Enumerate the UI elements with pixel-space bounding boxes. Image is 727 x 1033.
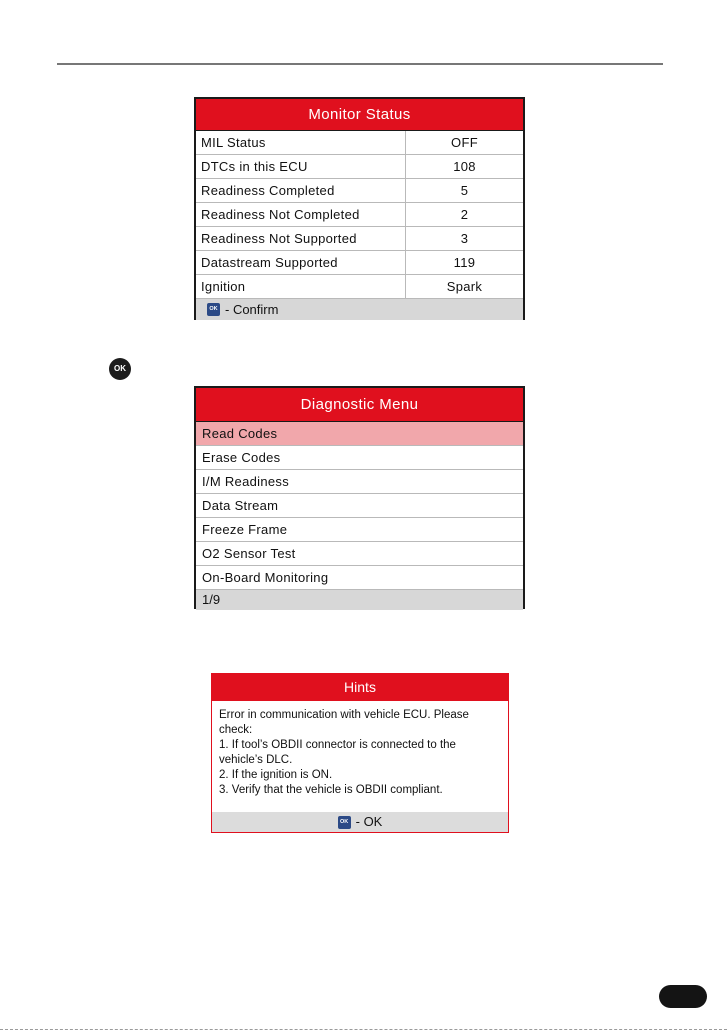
menu-item-label: Freeze Frame: [202, 522, 288, 537]
menu-item-label: O2 Sensor Test: [202, 546, 296, 561]
row-label: Readiness Not Completed: [201, 207, 360, 222]
row-value: 2: [405, 203, 523, 226]
menu-item-on-board-monitoring[interactable]: [196, 566, 523, 590]
hint-line: 3. Verify that the vehicle is OBDII compliant.: [219, 784, 443, 796]
menu-item-freeze-frame[interactable]: [196, 518, 523, 542]
row-label: MIL Status: [201, 135, 266, 150]
row-label: Readiness Completed: [201, 183, 335, 198]
menu-item-o2-sensor-test[interactable]: [196, 542, 523, 566]
hint-line: check:: [219, 724, 253, 736]
hints-title: Hints: [212, 674, 508, 701]
hint-line: vehicle’s DLC.: [219, 754, 293, 766]
menu-item-data-stream[interactable]: [196, 494, 523, 518]
menu-item-label: Erase Codes: [202, 450, 281, 465]
monitor-status-footer: [196, 299, 523, 320]
page-cut-line: [0, 1029, 727, 1030]
row-value: 3: [405, 227, 523, 250]
menu-item-im-readiness[interactable]: [196, 470, 523, 494]
table-row: [196, 275, 523, 299]
confirm-label: - Confirm: [225, 302, 279, 317]
table-row: [196, 203, 523, 227]
row-label: Ignition: [201, 279, 246, 294]
monitor-status-title: Monitor Status: [196, 99, 523, 131]
ok-label: - OK: [355, 814, 383, 829]
table-row: [196, 131, 523, 155]
row-value: 5: [405, 179, 523, 202]
hints-message: [212, 701, 508, 807]
page-number-tab: [659, 985, 707, 1008]
row-label: Datastream Supported: [201, 255, 338, 270]
row-value: Spark: [405, 275, 523, 298]
diagnostic-menu-screen: [194, 386, 525, 609]
diagnostic-menu-title: Diagnostic Menu: [196, 388, 523, 422]
table-row: [196, 251, 523, 275]
menu-item-erase-codes[interactable]: [196, 446, 523, 470]
hints-footer: [212, 812, 508, 832]
row-value: 108: [405, 155, 523, 178]
row-value: 119: [405, 251, 523, 274]
hint-line: 2. If the ignition is ON.: [219, 769, 333, 781]
hint-line: 1. If tool’s OBDII connector is connected to the: [219, 739, 456, 751]
ok-button-icon[interactable]: OK: [338, 816, 351, 829]
menu-item-label: Read Codes: [202, 426, 278, 441]
row-label: DTCs in this ECU: [201, 159, 308, 174]
table-row: [196, 227, 523, 251]
row-value: OFF: [405, 131, 523, 154]
page-indicator: 1/9: [196, 590, 523, 610]
menu-item-label: I/M Readiness: [202, 474, 289, 489]
menu-item-read-codes[interactable]: [196, 422, 523, 446]
row-label: Readiness Not Supported: [201, 231, 357, 246]
ok-button-icon[interactable]: OK: [207, 303, 220, 316]
header-rule: [57, 63, 663, 65]
table-row: [196, 179, 523, 203]
ok-key-icon: OK: [109, 358, 131, 380]
menu-item-label: On-Board Monitoring: [202, 570, 329, 585]
table-row: [196, 155, 523, 179]
menu-item-label: Data Stream: [202, 498, 279, 513]
monitor-status-screen: [194, 97, 525, 320]
hint-line: Error in communication with vehicle ECU. Please: [219, 709, 469, 721]
hints-dialog: [211, 673, 509, 833]
